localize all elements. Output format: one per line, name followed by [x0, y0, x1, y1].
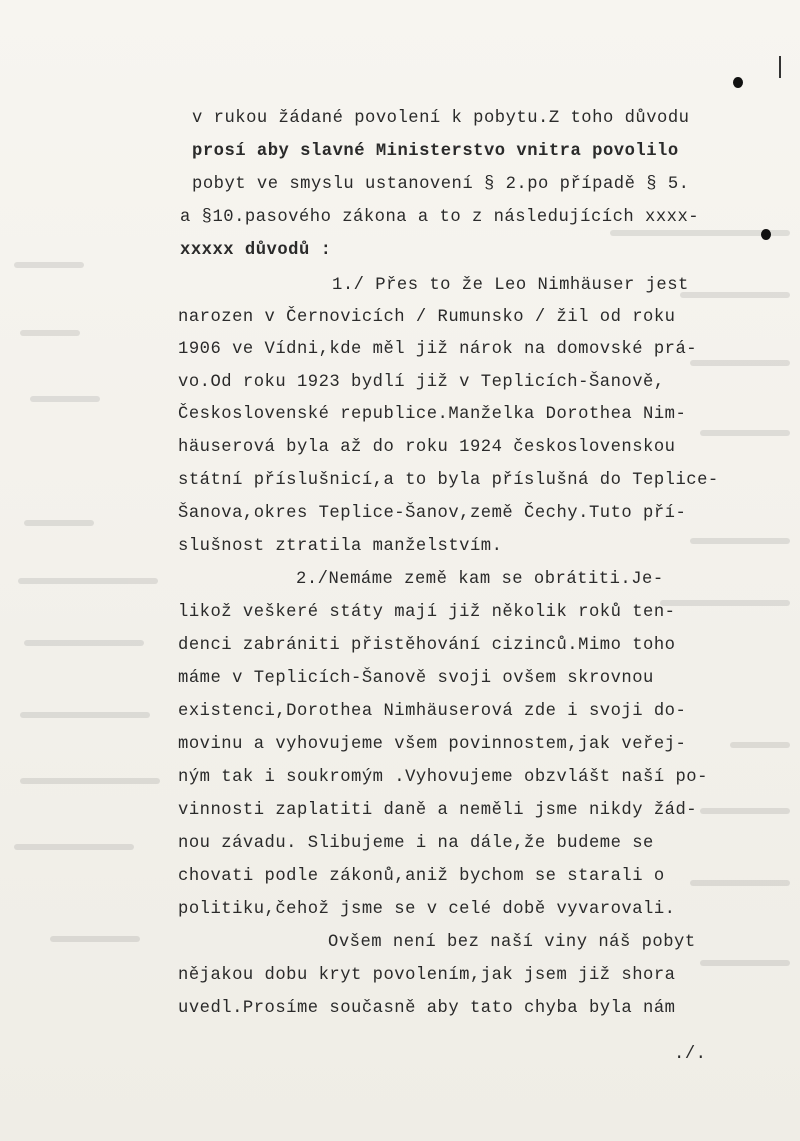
text-line: v rukou žádané povolení k pobytu.Z toho důvodu	[192, 109, 690, 128]
text-line: xxxxx důvodů :	[180, 241, 332, 260]
text-line: existenci,Dorothea Nimhäuserová zde i svoji do-	[178, 702, 687, 721]
text-line: narozen v Černovicích / Rumunsko / žil od roku	[178, 308, 676, 327]
punch-hole-middle	[761, 229, 771, 240]
text-line: ným tak i soukromým .Vyhovujeme obzvlášt naší po-	[178, 768, 708, 787]
edge-mark	[779, 56, 781, 78]
text-line: 2./Nemáme země kam se obrátiti.Je-	[296, 570, 664, 589]
text-line: 1./ Přes to že Leo Nimhäuser jest	[332, 276, 689, 295]
text-line: pobyt ve smyslu ustanovení § 2.po případě § 5.	[192, 175, 690, 194]
text-line: nou závadu. Slibujeme i na dále,že budeme se	[178, 834, 654, 853]
text-line: Ovšem není bez naší viny náš pobyt	[328, 933, 696, 952]
continuation-mark: ./.	[674, 1045, 707, 1064]
text-line: denci zabrániti přistěhování cizinců.Mimo toho	[178, 636, 676, 655]
text-line: státní příslušnicí,a to byla příslušná do Teplice-	[178, 471, 719, 490]
text-line: máme v Teplicích-Šanově svoji ovšem skrovnou	[178, 669, 654, 688]
text-line: häuserová byla až do roku 1924 československou	[178, 438, 676, 457]
text-line: vo.Od roku 1923 bydlí již v Teplicích-Šanově,	[178, 373, 665, 392]
text-line: Československé republice.Manželka Dorothea Nim-	[178, 405, 687, 424]
text-line: Šanova,okres Teplice-Šanov,země Čechy.Tuto pří-	[178, 504, 687, 523]
text-line: nějakou dobu kryt povolením,jak jsem již shora	[178, 966, 676, 985]
text-line: vinnosti zaplatiti daně a neměli jsme nikdy žád-	[178, 801, 698, 820]
text-line: a §10.pasového zákona a to z následujících xxxx-	[180, 208, 700, 227]
text-line: chovati podle zákonů,aniž bychom se starali o	[178, 867, 665, 886]
text-line: movinu a vyhovujeme všem povinnostem,jak veřej-	[178, 735, 687, 754]
text-line: uvedl.Prosíme současně aby tato chyba byla nám	[178, 999, 676, 1018]
text-line: likož veškeré státy mají již několik roků ten-	[178, 603, 676, 622]
text-line: prosí aby slavné Ministerstvo vnitra povolilo	[192, 142, 679, 161]
text-line: politiku,čehož jsme se v celé době vyvarovali.	[178, 900, 676, 919]
text-line: 1906 ve Vídni,kde měl již nárok na domovské prá-	[178, 340, 698, 359]
punch-hole-top	[733, 77, 743, 88]
text-line: slušnost ztratila manželstvím.	[178, 537, 503, 556]
